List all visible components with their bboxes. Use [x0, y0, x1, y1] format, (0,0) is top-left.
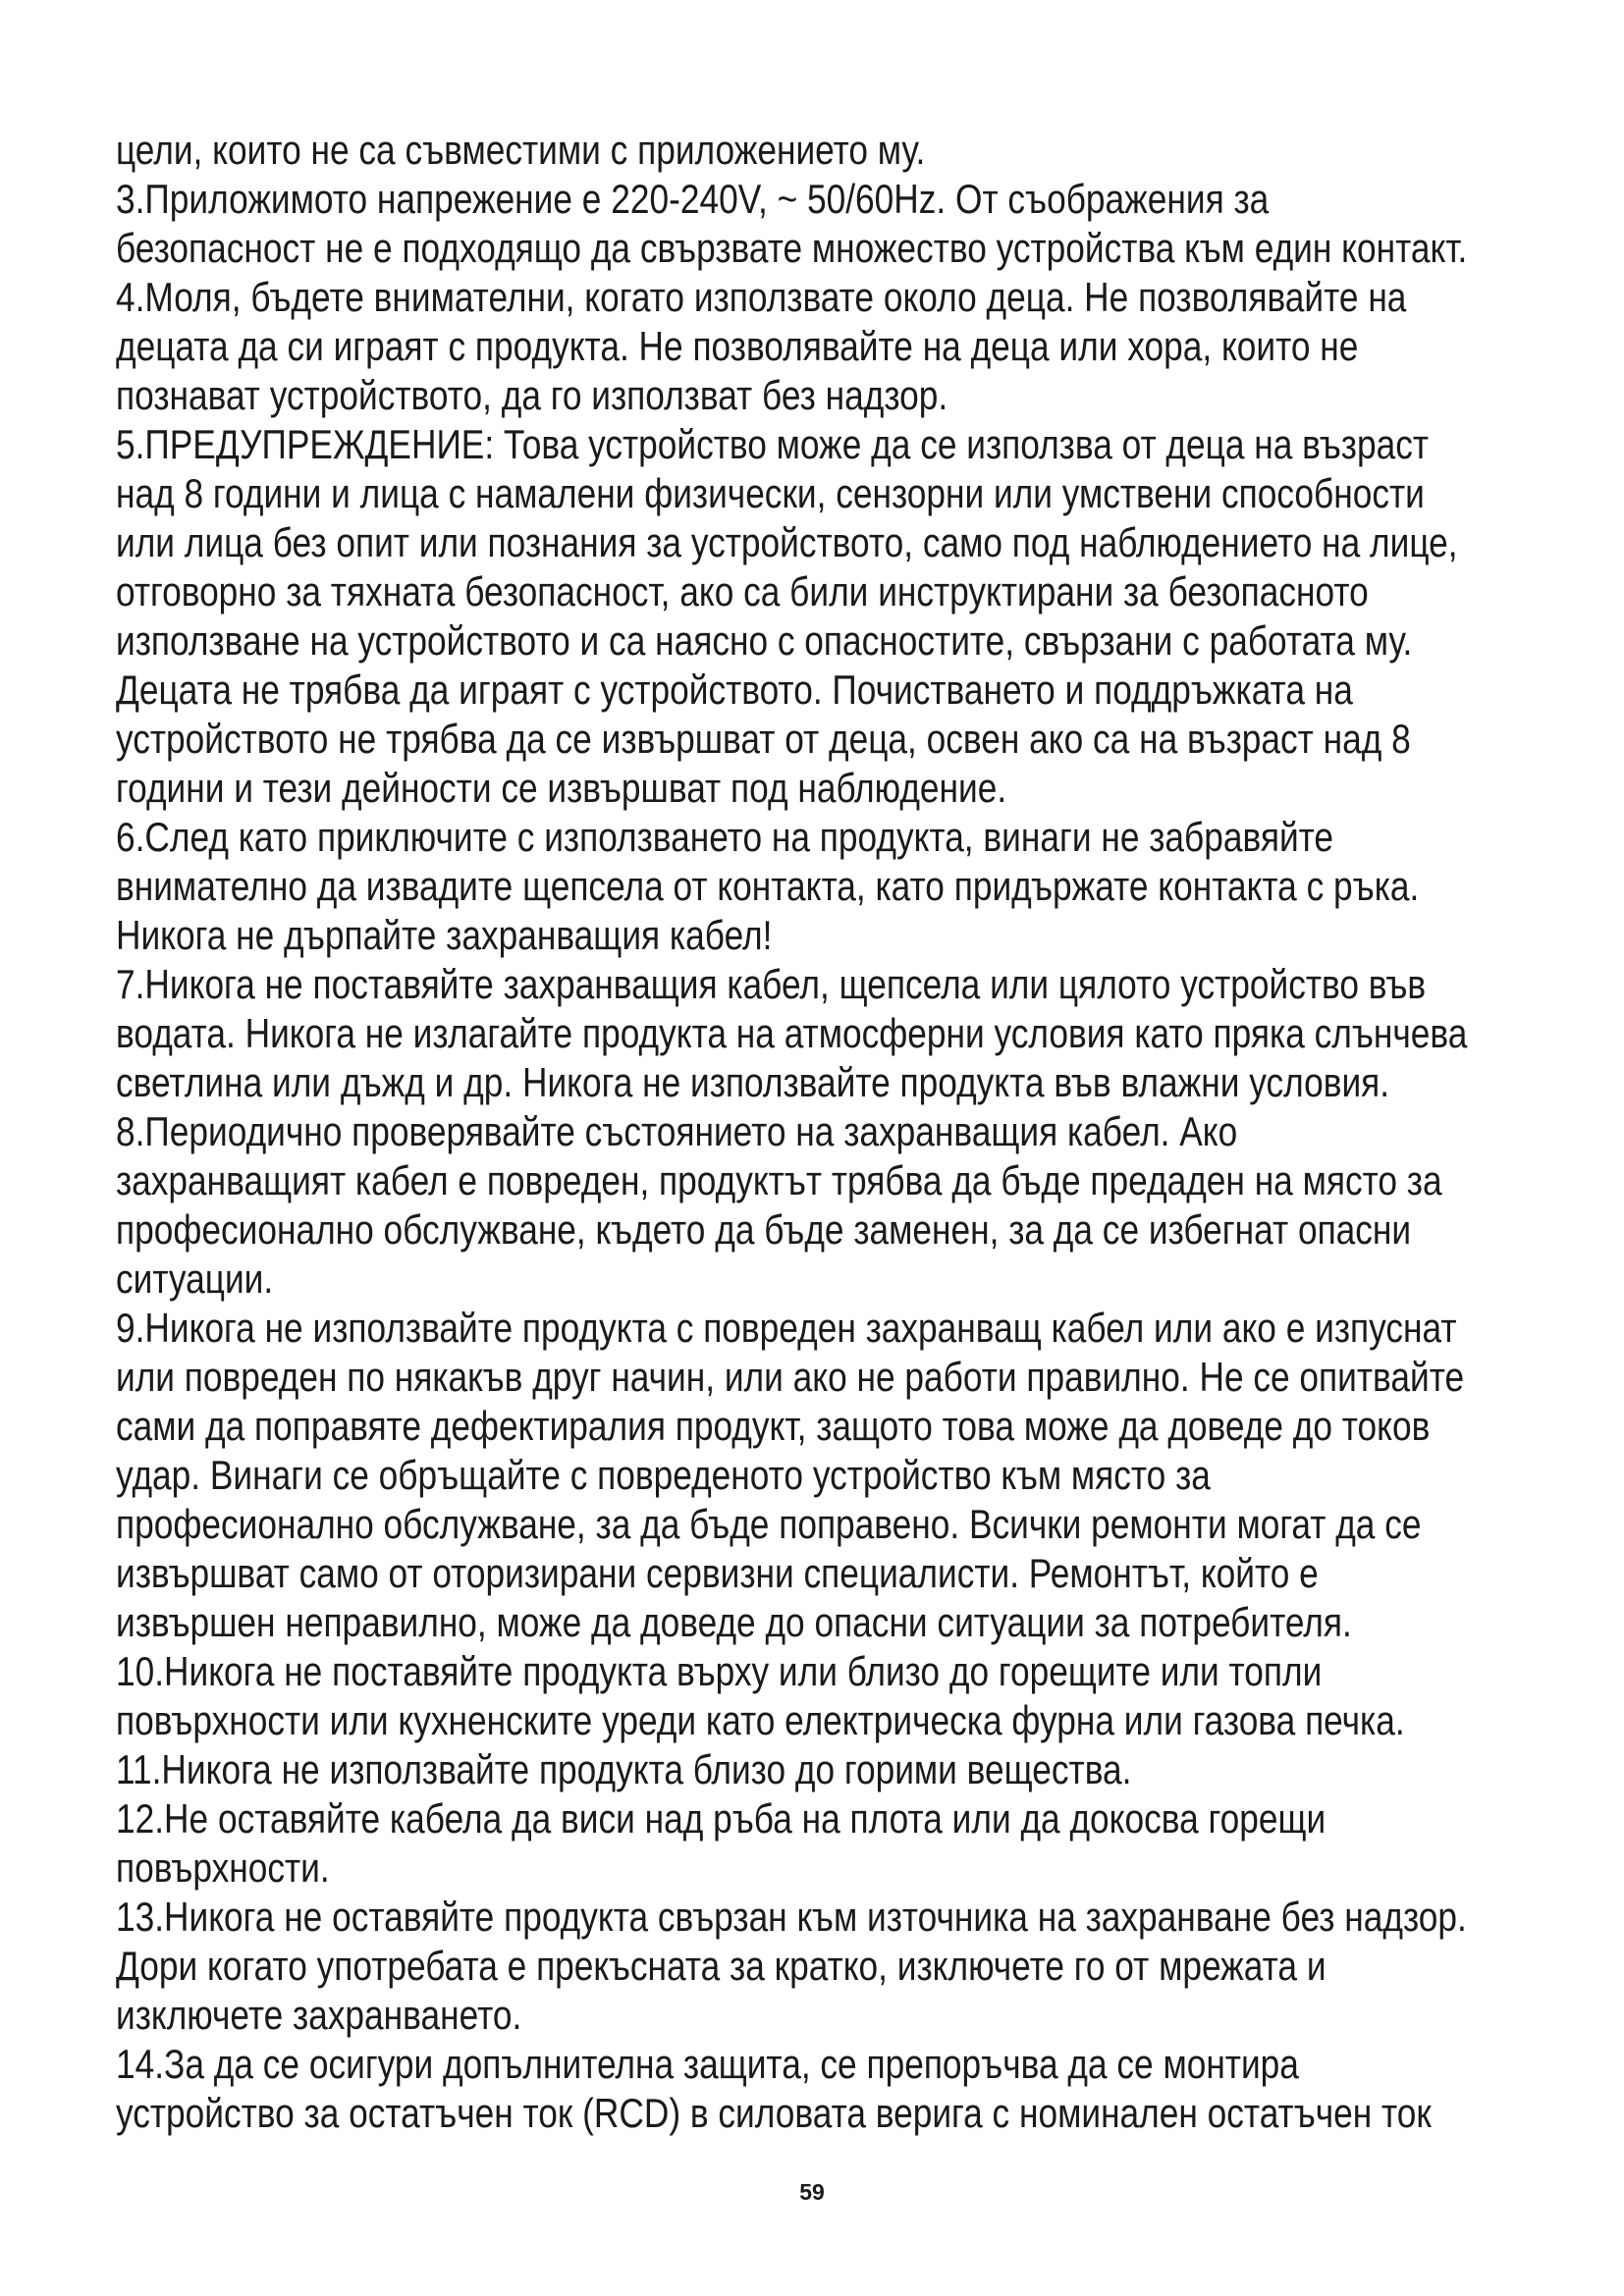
text-line: отговорно за тяхната безопасност, ако са били инструктирани за безопасното — [116, 568, 1369, 614]
text-line: 10.Никога не поставяйте продукта върху или близо до горещите или топли — [116, 1648, 1323, 1694]
text-line: извършен неправилно, може да доведе до опасни ситуации за потребителя. — [116, 1599, 1352, 1645]
text-line: устройство за остатъчен ток (RCD) в силовата верига с номинален остатъчен ток — [116, 2090, 1432, 2136]
text-line: повърхности или кухненските уреди като електрическа фурна или газова печка. — [116, 1697, 1405, 1743]
text-line: Никога не дърпайте захранващия кабел! — [116, 912, 773, 958]
page-body-text — [116, 126, 1584, 2138]
text-line: водата. Никога не излагайте продукта на атмосферни условия като пряка слънчева — [116, 1010, 1468, 1056]
text-line: Децата не трябва да играят с устройството. Почистването и поддръжката на — [116, 667, 1353, 713]
text-line: или лица без опит или познания за устройството, само под наблюдението на лице, — [116, 519, 1458, 565]
text-line: сами да поправяте дефектиралия продукт, защото това може да доведе до токов — [116, 1403, 1431, 1449]
text-line: безопасност не е подходящо да свързвате множество устройства към един контакт. — [116, 225, 1468, 271]
text-line: познават устройството, да го използват без надзор. — [116, 372, 948, 418]
text-line: 5.ПРЕДУПРЕЖДЕНИЕ: Това устройство може да се използва от деца на възраст — [116, 421, 1430, 467]
text-line: над 8 години и лица с намалени физически, сензорни или умствени способности — [116, 470, 1425, 516]
text-line: удар. Винаги се обръщайте с повреденото устройство към място за — [116, 1452, 1211, 1498]
text-line: 11.Никога не използвайте продукта близо до горими вещества. — [116, 1746, 1132, 1792]
page-number: 59 — [799, 2179, 825, 2205]
text-line: Дори когато употребата е прекъсната за кратко, изключете го от мрежата и — [116, 1943, 1326, 1989]
text-line: светлина или дъжд и др. Никога не използвайте продукта във влажни условия. — [116, 1059, 1390, 1105]
text-line: захранващият кабел е повреден, продуктът трябва да бъде предаден на място за — [116, 1157, 1442, 1203]
text-line: цели, които не са съвместими с приложението му. — [116, 127, 926, 173]
text-line: или повреден по някакъв друг начин, или ако не работи правилно. Не се опитвайте — [116, 1354, 1465, 1400]
text-line: професионално обслужване, където да бъде заменен, за да се избегнат опасни — [116, 1206, 1412, 1253]
text-line: повърхности. — [116, 1844, 330, 1891]
text-line: 14.За да се осигури допълнителна защита, се препоръчва да се монтира — [116, 2041, 1299, 2087]
text-line: 13.Никога не оставяйте продукта свързан към източника на захранване без надзор. — [116, 1894, 1467, 1940]
text-line: използване на устройството и са наясно с опасностите, свързани с работата му. — [116, 617, 1413, 664]
text-line: децата да си играят с продукта. Не позволявайте на деца или хора, които не — [116, 323, 1359, 369]
text-line: 6.След като приключите с използването на продукта, винаги не забравяйте — [116, 814, 1334, 860]
text-line: професионално обслужване, за да бъде поправено. Всички ремонти могат да се — [116, 1501, 1422, 1547]
text-line: 8.Периодично проверявайте състоянието на захранващия кабел. Ако — [116, 1108, 1238, 1154]
text-line: години и тези дейности се извършват под наблюдение. — [116, 765, 1007, 811]
text-line: 9.Никога не използвайте продукта с повреден захранващ кабел или ако е изпуснат — [116, 1305, 1457, 1351]
text-line: 4.Моля, бъдете внимателни, когато използвате около деца. Не позволявайте на — [116, 274, 1407, 320]
text-line: устройството не трябва да се извършват от деца, освен ако са на възраст над 8 — [116, 716, 1411, 762]
text-line: 7.Никога не поставяйте захранващия кабел, щепсела или цялото устройство във — [116, 961, 1427, 1007]
text-line: 3.Приложимото напрежение е 220-240V, ~ 50/60Hz. От съображения за — [116, 176, 1270, 222]
text-line: изключете захранването. — [116, 1992, 522, 2038]
text-line: извършват само от оторизирани сервизни специалисти. Ремонтът, който е — [116, 1550, 1319, 1596]
text-line: внимателно да извадите щепсела от контакта, като придържате контакта с ръка. — [116, 863, 1420, 909]
text-line: 12.Не оставяйте кабела да виси над ръба на плота или да докосва горещи — [116, 1795, 1326, 1842]
text-line: ситуации. — [116, 1255, 274, 1302]
